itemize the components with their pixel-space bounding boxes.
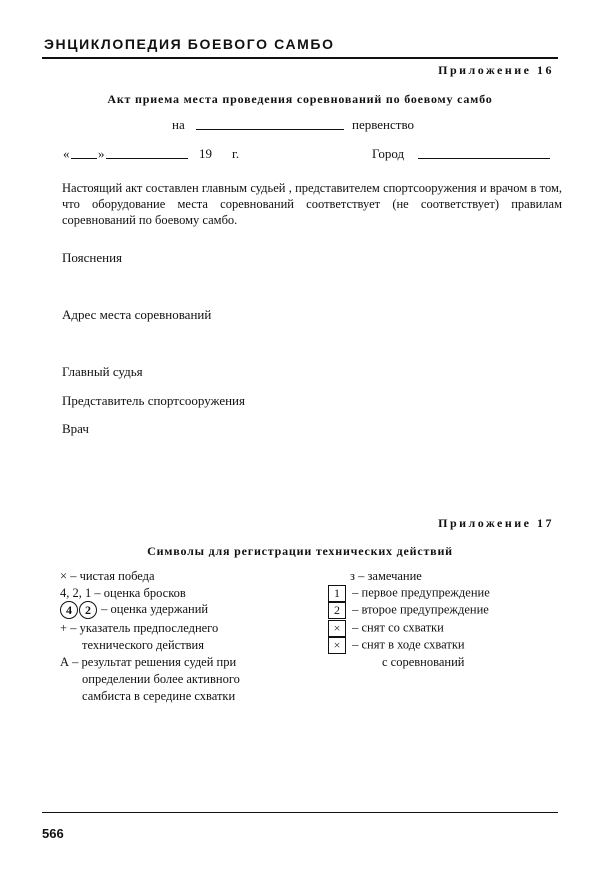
- symbol-cross: ×: [60, 569, 68, 583]
- appendix-16-title: Акт приема места проведения соревнований по боевому самбо: [107, 92, 493, 106]
- symbol-text: – первое предупреждение: [349, 585, 490, 600]
- championship-label: первенство: [352, 117, 415, 132]
- chief-judge-label: Главный судья: [62, 364, 143, 379]
- symbol-text: – замечание: [354, 569, 422, 583]
- symbol-text: – указатель предпоследнего: [67, 621, 219, 635]
- box-cross-icon: ×: [328, 620, 346, 637]
- date-day-line: [71, 158, 97, 159]
- symbol-continuation: самбиста в середине схватки: [82, 689, 236, 703]
- symbol-row-remark: [350, 569, 422, 584]
- box-cross-icon: ×: [328, 637, 346, 654]
- city-line: [418, 158, 550, 159]
- circle-2-icon: 2: [79, 601, 97, 619]
- symbol-remark: з: [350, 569, 355, 583]
- page-number: 566: [42, 826, 64, 841]
- year-suffix: г.: [232, 146, 240, 161]
- act-paragraph: Настоящий акт составлен главным судьей , представителем спортсооружения и врачом в том, что оборудование места соревнований соответствует (не соответствует) правилам соревнований по боевому самбо.: [62, 181, 562, 227]
- symbol-text: – снят в ходе схватки: [349, 637, 465, 652]
- footer-rule: [42, 812, 558, 813]
- symbol-row-first-warning: [328, 585, 490, 602]
- symbol-row-removed-competition: [328, 637, 465, 654]
- on-label: на: [172, 117, 185, 132]
- symbol-text: – оценка бросков: [91, 586, 186, 600]
- appendix-17-title: Символы для регистрации технических действий: [147, 544, 453, 558]
- box-2-icon: 2: [328, 602, 346, 619]
- appendix-17-label: Приложение 17: [438, 516, 554, 530]
- symbol-row-throws: [60, 586, 186, 601]
- symbol-row-holds: [60, 601, 208, 619]
- doctor-label: Врач: [62, 421, 89, 436]
- symbol-row-removed-bout: [328, 620, 444, 637]
- explanations-label: Пояснения: [62, 250, 123, 265]
- date-open-quote: «: [63, 146, 70, 161]
- symbol-text: – снят со схватки: [349, 620, 444, 635]
- symbol-continuation: технического действия: [82, 638, 204, 652]
- symbol-throw-scores: 4, 2, 1: [60, 586, 92, 600]
- symbol-text: – результат решения судей при: [69, 655, 237, 669]
- facility-rep-label: Представитель спортсооружения: [62, 393, 245, 408]
- symbol-text: – чистая победа: [67, 569, 155, 583]
- year-label: 19: [199, 146, 212, 161]
- address-label: Адрес места соревнований: [62, 307, 212, 322]
- symbol-continuation: определении более активного: [82, 672, 240, 686]
- symbol-a: А: [60, 655, 70, 669]
- city-label: Город: [372, 146, 405, 161]
- championship-name-line: [196, 129, 344, 130]
- date-close-quote: »: [98, 146, 105, 161]
- symbol-text: – второе предупреждение: [349, 602, 489, 617]
- symbol-continuation: с соревнований: [382, 655, 465, 669]
- symbol-row-activity: [60, 655, 236, 670]
- running-header: ЭНЦИКЛОПЕДИЯ БОЕВОГО САМБО: [44, 36, 335, 52]
- symbol-text: – оценка удержаний: [98, 601, 209, 616]
- header-rule: [42, 57, 558, 59]
- symbol-row-clean-win: [60, 569, 155, 584]
- circle-4-icon: 4: [60, 601, 78, 619]
- symbol-plus: +: [60, 621, 68, 635]
- box-1-icon: 1: [328, 585, 346, 602]
- appendix-16-label: Приложение 16: [438, 63, 554, 77]
- date-month-line: [106, 158, 188, 159]
- symbol-row-penultimate: [60, 621, 218, 636]
- symbol-row-second-warning: [328, 602, 489, 619]
